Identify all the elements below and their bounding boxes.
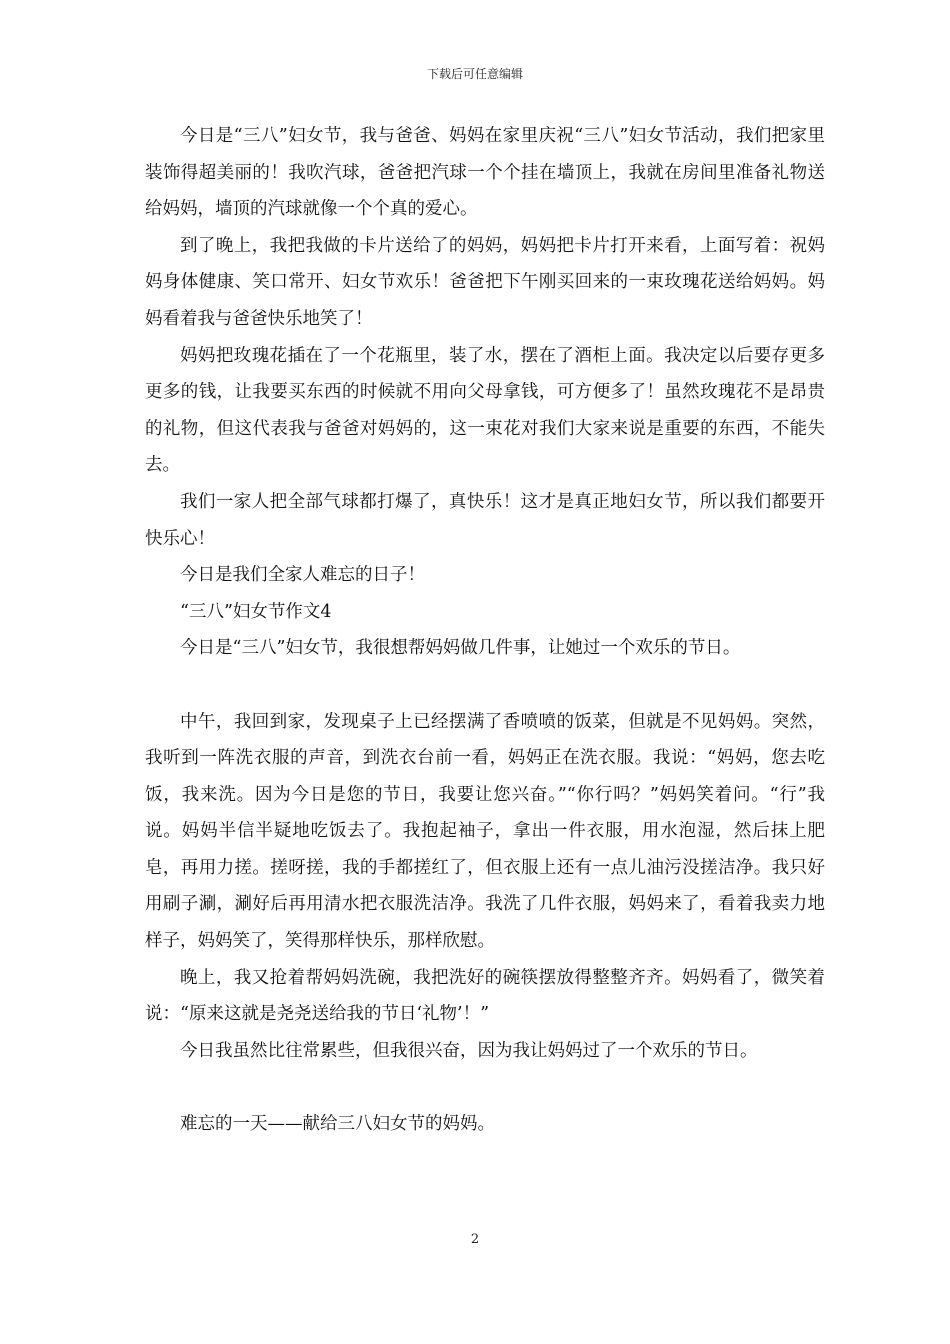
paragraph-3: 妈妈把玫瑰花插在了一个花瓶里，装了水，摆在了酒柜上面。我决定以后要存更多更多的钱，让我要买东西的时候就不用向父母拿钱，可方便多了！虽然玫瑰花不是昂贵的礼物，但这代表我与爸爸对妈妈的，这一束花对我们大家来说是重要的东西，不能失去。	[145, 345, 825, 476]
blank-line	[145, 1069, 825, 1106]
paragraph-1: 今日是“三八”妇女节，我与爸爸、妈妈在家里庆祝“三八”妇女节活动，我们把家里装饰得超美丽的！我吹汽球，爸爸把汽球一个个挂在墙顶上，我就在房间里准备礼物送给妈妈，墙顶的汽球就像一个个真的爱心。	[145, 126, 825, 220]
paragraph-4: 我们一家人把全部气球都打爆了，真快乐！这才是真正地妇女节，所以我们都要开快乐心！	[145, 491, 825, 549]
essay-title: “三八”妇女节作文4	[180, 601, 332, 622]
paragraph-9: 今日我虽然比往常累些，但我很兴奋，因为我让妈妈过了一个欢乐的节日。	[180, 1040, 758, 1061]
document-body	[145, 118, 825, 1143]
blank-line	[145, 667, 825, 704]
page-header: 下载后可任意编辑	[426, 67, 523, 81]
paragraph-10: 难忘的一天——献给三八妇女节的妈妈。	[180, 1114, 495, 1135]
paragraph-2: 到了晚上，我把我做的卡片送给了的妈妈，妈妈把卡片打开来看，上面写着：祝妈妈身体健康、笑口常开、妇女节欢乐！爸爸把下午刚买回来的一束玫瑰花送给妈妈。妈妈看着我与爸爸快乐地笑了！	[145, 235, 825, 329]
page-number: 2	[470, 1232, 480, 1247]
paragraph-8: 晚上，我又抢着帮妈妈洗碗，我把洗好的碗筷摆放得整整齐齐。妈妈看了，微笑着说：“原来这就是尧尧送给我的节日‘礼物’！”	[145, 967, 825, 1025]
paragraph-6: 今日是“三八”妇女节，我很想帮妈妈做几件事，让她过一个欢乐的节日。	[180, 638, 741, 659]
paragraph-5: 今日是我们全家人难忘的日子！	[180, 565, 425, 586]
paragraph-7: 中午，我回到家，发现桌子上已经摆满了香喷喷的饭菜，但就是不见妈妈。突然，我听到一阵洗衣服的声音，到洗衣台前一看，妈妈正在洗衣服。我说：“妈妈，您去吃饭，我来洗。因为今日是您的节日，我要让您兴奋。”“你行吗？”妈妈笑着问。“行”我说。妈妈半信半疑地吃饭去了。我抱起袖子，拿出一件衣服，用水泡湿，然后抹上肥皂，再用力搓。搓呀搓，我的手都搓红了，但衣服上还有一点儿油污没搓洁净。我只好用刷子涮，涮好后再用清水把衣服洗洁净。我洗了几件衣服，妈妈来了，看着我卖力地样子，妈妈笑了，笑得那样快乐，那样欣慰。	[145, 711, 825, 952]
